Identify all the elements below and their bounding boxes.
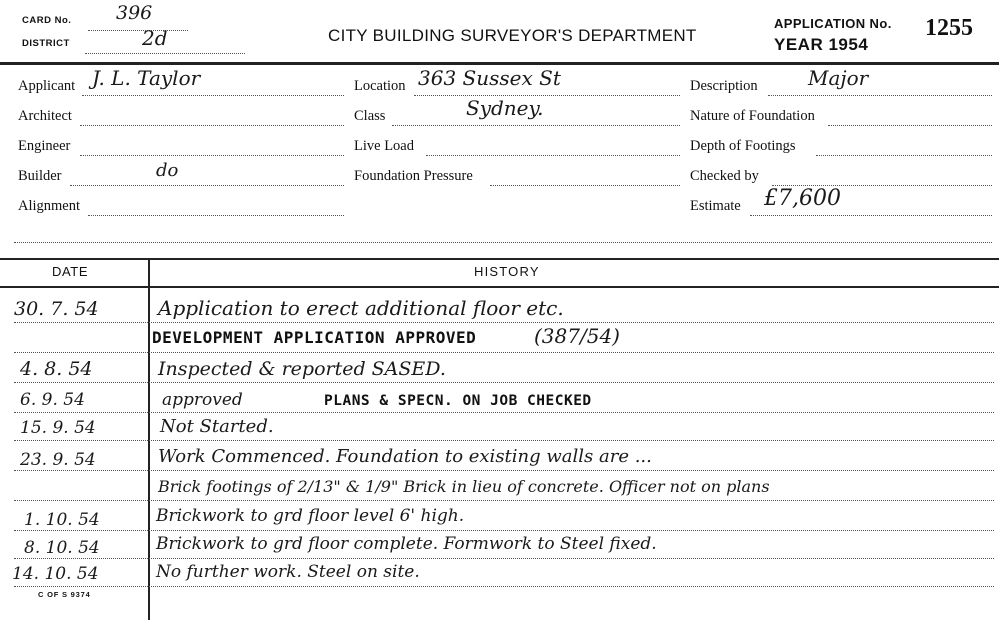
location-label: Location bbox=[354, 78, 406, 94]
application-number: 1255 bbox=[925, 15, 973, 41]
year-label: YEAR 1954 bbox=[774, 35, 869, 54]
history-row-date: 6. 9. 54 bbox=[20, 390, 85, 410]
depth-footings-label: Depth of Footings bbox=[690, 138, 796, 154]
applicant-value: J. L. Taylor bbox=[92, 66, 201, 90]
description-label: Description bbox=[690, 78, 758, 94]
builder-value: do bbox=[156, 160, 179, 181]
district-label: DISTRICT bbox=[22, 38, 70, 49]
history-row-text: Not Started. bbox=[160, 416, 274, 437]
foundation-pressure-label: Foundation Pressure bbox=[354, 168, 473, 184]
live-load-label: Live Load bbox=[354, 138, 414, 154]
history-row-date: 8. 10. 54 bbox=[24, 538, 100, 558]
card-no-value: 396 bbox=[116, 2, 153, 24]
department-title: CITY BUILDING SURVEYOR'S DEPARTMENT bbox=[328, 26, 697, 45]
history-row-text: Brickwork to grd floor level 6' high. bbox=[156, 506, 465, 526]
date-header: DATE bbox=[52, 264, 89, 279]
alignment-label: Alignment bbox=[18, 198, 81, 214]
class-label: Class bbox=[354, 108, 386, 124]
history-row-text: Application to erect additional floor etc. bbox=[158, 296, 564, 320]
history-row-date: 15. 9. 54 bbox=[20, 418, 96, 438]
location-value-2: Sydney. bbox=[466, 96, 544, 120]
application-label: APPLICATION No. bbox=[774, 16, 892, 31]
description-value: Major bbox=[808, 66, 869, 90]
engineer-label: Engineer bbox=[18, 138, 71, 154]
form-code: C OF S 9374 bbox=[38, 590, 91, 599]
location-value: 363 Sussex St bbox=[418, 66, 561, 90]
checked-by-label: Checked by bbox=[690, 168, 759, 184]
history-row-text: approved bbox=[162, 390, 243, 410]
builder-label: Builder bbox=[18, 168, 62, 184]
history-row-date: 1. 10. 54 bbox=[24, 510, 100, 530]
approval-reference: (387/54) bbox=[534, 324, 620, 348]
card-no-label: CARD No. bbox=[22, 15, 72, 26]
history-row-text: No further work. Steel on site. bbox=[156, 562, 420, 582]
history-row-text: Inspected & reported SASED. bbox=[158, 358, 446, 380]
history-row-text: Work Commenced. Foundation to existing walls are ... bbox=[158, 446, 652, 467]
plans-checked-stamp: PLANS & SPECN. ON JOB CHECKED bbox=[324, 393, 592, 409]
history-row-date: 30. 7. 54 bbox=[14, 298, 99, 320]
estimate-value: £7,600 bbox=[764, 186, 841, 211]
history-row-text: Brick footings of 2/13" & 1/9" Brick in lieu of concrete. Officer not on plans bbox=[158, 477, 770, 496]
history-row-text: Brickwork to grd floor complete. Formwork to Steel fixed. bbox=[156, 534, 657, 554]
nature-foundation-label: Nature of Foundation bbox=[690, 108, 815, 124]
history-row-date: 14. 10. 54 bbox=[12, 564, 99, 584]
architect-label: Architect bbox=[18, 108, 72, 124]
history-row-date: 23. 9. 54 bbox=[20, 450, 96, 470]
history-row-date: 4. 8. 54 bbox=[20, 358, 93, 380]
applicant-label: Applicant bbox=[18, 78, 76, 94]
history-header: HISTORY bbox=[474, 264, 540, 279]
estimate-label: Estimate bbox=[690, 198, 741, 214]
district-value: 2d bbox=[142, 26, 168, 50]
development-approved-stamp: DEVELOPMENT APPLICATION APPROVED bbox=[152, 328, 477, 347]
